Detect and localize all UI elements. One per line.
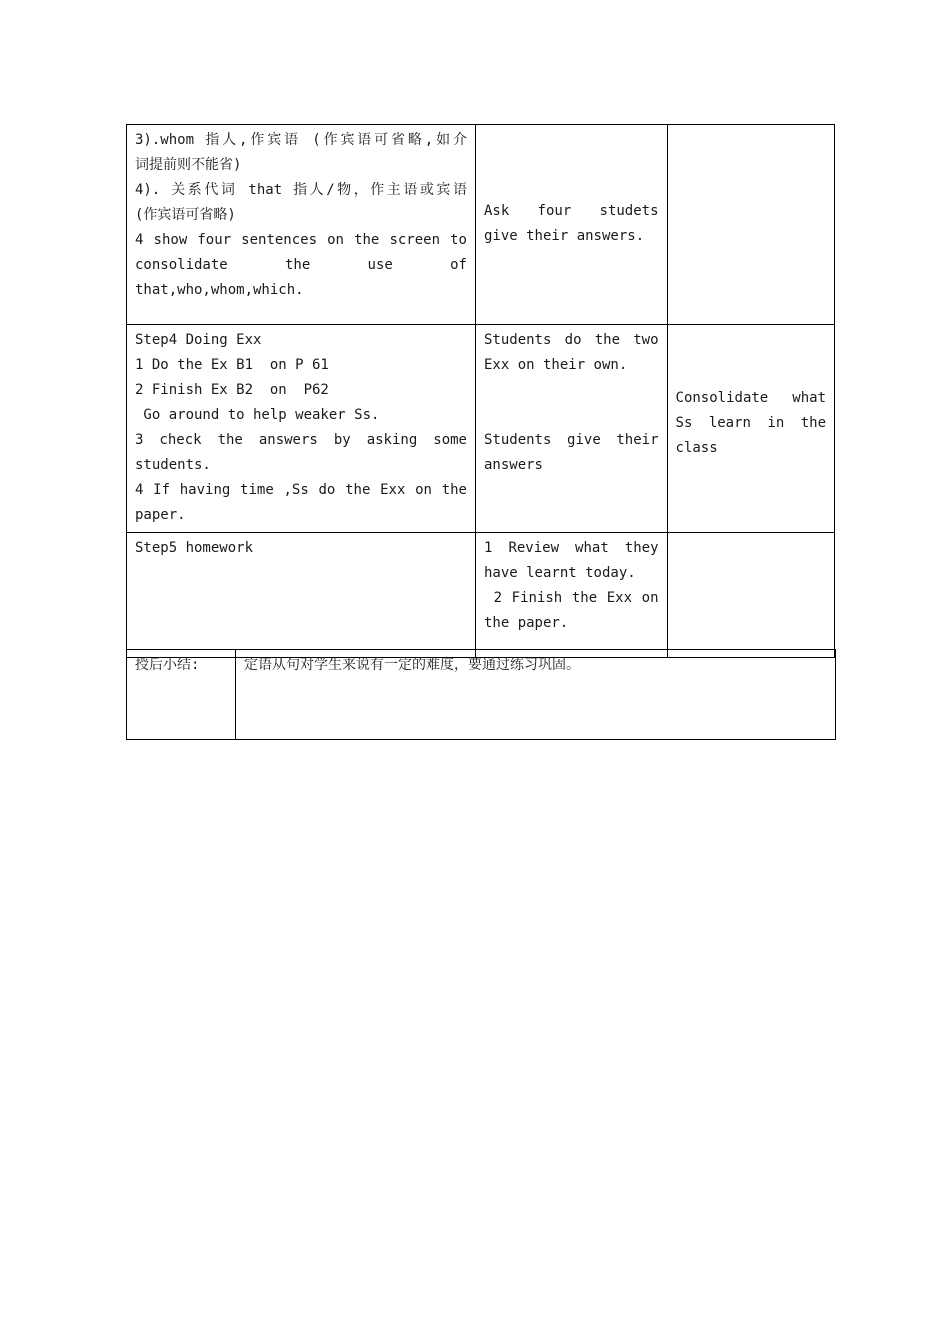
text-line: class	[675, 439, 718, 456]
text-line: 1 Review what they	[483, 540, 659, 556]
text-line: Step4 Doing Exx	[135, 332, 262, 348]
text-line: 4 If having time ,Ss do the Exx on the	[135, 482, 467, 498]
text-line: Exx on their own.	[483, 357, 628, 373]
teacher-activity-cell	[127, 533, 476, 658]
text-line: Students do the two	[483, 332, 659, 348]
summary-table	[126, 649, 836, 740]
text-line: consolidate the use of	[135, 257, 467, 273]
teacher-activity-cell	[127, 325, 476, 533]
table-row	[127, 325, 835, 533]
table-row	[127, 650, 836, 740]
text-line: 3).whom 指人,作宾语 (作宾语可省略,如介	[135, 132, 467, 148]
purpose-cell	[667, 325, 834, 533]
text-line: answers	[483, 457, 543, 473]
teacher-activity-cell	[127, 125, 476, 325]
text-line: paper.	[135, 507, 186, 523]
text-line: 1 Do the Ex B1 on P 61	[135, 357, 329, 373]
text-line: Step5 homework	[135, 540, 254, 556]
text-line: that,who,whom,which.	[135, 282, 304, 298]
student-activity-cell	[475, 325, 667, 533]
summary-label: 授后小结:	[127, 650, 236, 740]
text-line: (作宾语可省略)	[135, 207, 236, 223]
text-line: the paper.	[483, 615, 569, 631]
text-line: Ss learn in the	[675, 414, 826, 431]
text-line: 4 show four sentences on the screen to	[135, 232, 467, 248]
table-row	[127, 533, 835, 658]
text-line: students.	[135, 457, 211, 473]
lesson-plan-table	[126, 124, 835, 658]
text-line: give their answers.	[483, 228, 645, 244]
text-line: 3 check the answers by asking some	[135, 432, 467, 448]
purpose-cell	[667, 125, 834, 325]
text-line: 词提前则不能省)	[135, 157, 242, 173]
table-row	[127, 125, 835, 325]
text-line: 4). 关系代词 that 指人/物，作主语或宾语	[135, 182, 467, 198]
text-line: Ask four studets	[483, 203, 659, 219]
text-line: Students give their	[483, 432, 659, 448]
text-line: 2 Finish Ex B2 on P62	[135, 382, 329, 398]
text-line: have learnt today.	[483, 565, 636, 581]
summary-text: 定语从句对学生来说有一定的难度，要通过练习巩固。	[236, 650, 836, 740]
student-activity-cell	[475, 533, 667, 658]
text-line: 2 Finish the Exx on	[483, 590, 659, 606]
purpose-cell	[667, 533, 834, 658]
text-line: Consolidate what	[675, 389, 826, 406]
text-line: Go around to help weaker Ss.	[135, 407, 380, 423]
student-activity-cell	[475, 125, 667, 325]
